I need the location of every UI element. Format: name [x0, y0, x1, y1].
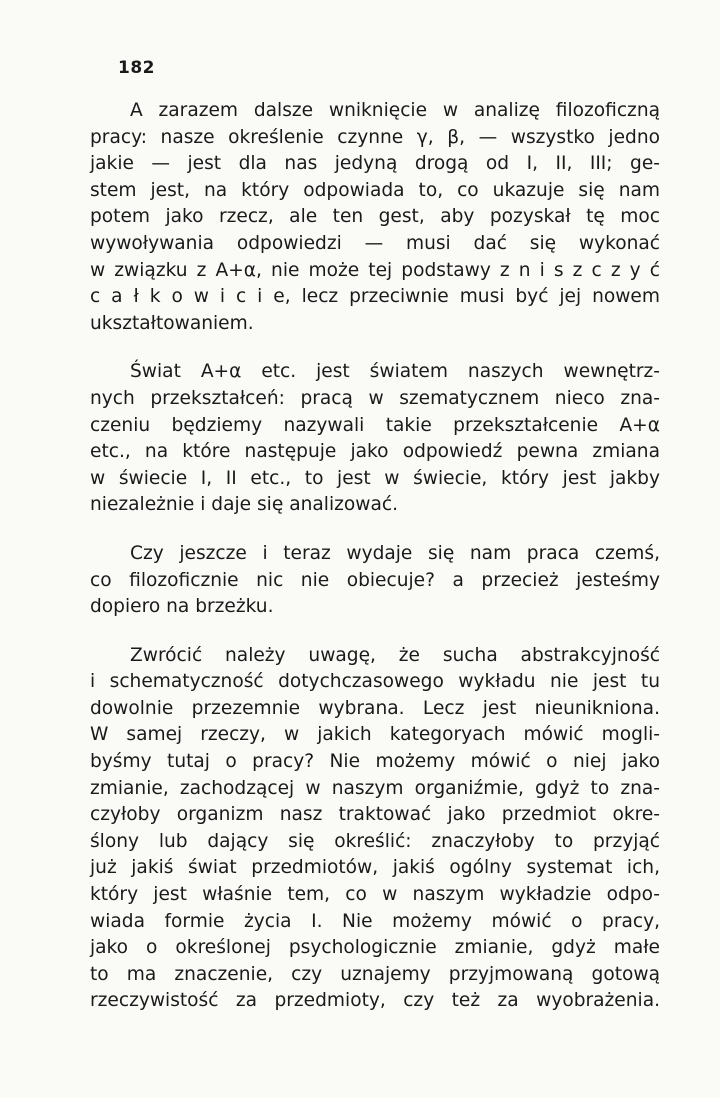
- text-line: Zwrócić należy uwagę, że sucha abstrakcyjność: [130, 644, 660, 666]
- text-line: potem jako rzecz, ale ten gest, aby pozyskał tę moc: [90, 206, 660, 228]
- paragraph-4: [90, 643, 660, 1015]
- text-line: dowolnie przezemnie wybrana. Lecz jest nieunikniona.: [90, 697, 660, 719]
- text-line: pracy: nasze określenie czynne γ, β, — wszystko jedno: [90, 126, 660, 148]
- text-line: W samej rzeczy, w jakich kategoryach mówić mogli-: [90, 724, 660, 746]
- text-line: niezależnie i daje się analizować.: [90, 494, 398, 516]
- text-line: w związku z A+α, nie może tej podstawy z n i s z c z y ć: [90, 259, 660, 281]
- paragraph-2: [90, 359, 660, 519]
- text-line: co filozoficznie nic nie obiecuje? a przecież jesteśmy: [90, 569, 660, 591]
- text-line: dopiero na brzeżku.: [90, 596, 274, 618]
- text-line: rzeczywistość za przedmioty, czy też za wyobrażenia.: [90, 990, 660, 1012]
- text-line: nych przekształceń: pracą w szematycznem nieco zna-: [90, 387, 660, 409]
- text-line: A zarazem dalsze wniknięcie w analizę filozoficzną: [130, 100, 660, 121]
- text-line: jako o określonej psychologicznie zmianie, gdyż małe: [90, 937, 660, 959]
- page-number: 182: [118, 58, 155, 78]
- paragraph-3: [90, 541, 660, 621]
- text-line: i schematyczność dotychczasowego wykładu nie jest tu: [90, 671, 660, 693]
- text-line: ukształtowaniem.: [90, 312, 254, 334]
- text-line: to ma znaczenie, czy uznajemy przyjmowaną gotową: [90, 963, 660, 985]
- text-line: zmianie, zachodzącej w naszym organiźmie, gdyż to zna-: [90, 777, 660, 799]
- text-line: ślony lub dający się określić: znaczyłoby to przyjąć: [90, 830, 660, 852]
- paragraph-1: [90, 98, 660, 337]
- text-line: wiada formie życia I. Nie możemy mówić o pracy,: [90, 910, 660, 932]
- text-body: [90, 98, 660, 1037]
- text-line: Świat A+α etc. jest światem naszych wewnętrz-: [130, 361, 660, 383]
- text-line: w świecie I, II etc., to jest w świecie, który jest jakby: [90, 467, 660, 489]
- text-line: Czy jeszcze i teraz wydaje się nam praca czemś,: [130, 542, 660, 564]
- text-line: wywoływania odpowiedzi — musi dać się wykonać: [90, 232, 660, 254]
- text-line: który jest właśnie tem, co w naszym wykładzie odpo-: [90, 884, 660, 906]
- text-line: czeniu będziemy nazywali takie przekształcenie A+α: [90, 414, 660, 436]
- text-line: byśmy tutaj o pracy? Nie możemy mówić o niej jako: [90, 751, 660, 773]
- text-line: już jakiś świat przedmiotów, jakiś ogólny systemat ich,: [90, 857, 660, 879]
- text-line: jakie — jest dla nas jedyną drogą od I, II, III; ge-: [90, 153, 660, 175]
- text-line: etc., na które następuje jako odpowiedź pewna zmiana: [90, 441, 660, 463]
- text-line: c a ł k o w i c i e, lecz przeciwnie musi być jej nowem: [90, 286, 660, 308]
- text-line: czyłoby organizm nasz traktować jako przedmiot okre-: [90, 804, 660, 826]
- text-line: stem jest, na który odpowiada to, co ukazuje się nam: [90, 179, 660, 201]
